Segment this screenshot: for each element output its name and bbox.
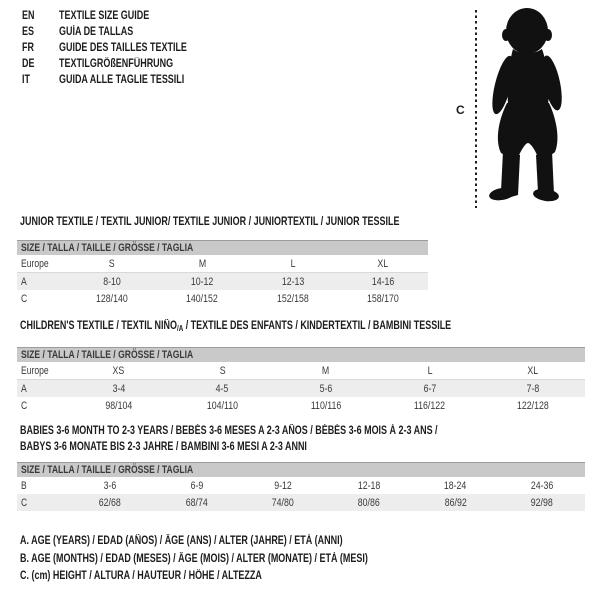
cell-value: 10-12: [191, 275, 214, 288]
cell-value: 3-6: [103, 479, 117, 492]
table-size-header: SIZE / TALLA / TAILLE / GRÖSSE / TAGLIA: [17, 240, 428, 255]
cell-value: 104/110: [206, 399, 238, 412]
cell-value: 122/128: [517, 399, 550, 412]
row-label: C: [21, 292, 28, 305]
cell-value: 14-16: [371, 275, 395, 288]
table-row: [17, 290, 428, 307]
cell-value: XL: [377, 257, 389, 270]
language-row-es: [22, 24, 223, 40]
cell-value: 12-13: [281, 275, 304, 288]
row-label: A: [21, 382, 27, 395]
junior-size-table: [17, 240, 428, 307]
baby-silhouette-icon: [481, 5, 569, 205]
height-measure-line: [475, 10, 477, 208]
table-row: [17, 273, 428, 290]
table-row: [17, 397, 585, 414]
cell-value: 74/80: [271, 496, 294, 509]
cell-value: 24-36: [530, 479, 554, 492]
cell-value: 9-12: [274, 479, 292, 492]
cell-value: 8-10: [103, 275, 121, 288]
cell-value: 128/140: [96, 292, 129, 305]
cell-value: S: [109, 257, 116, 270]
cell-value: M: [322, 364, 330, 377]
cell-value: 152/158: [276, 292, 309, 305]
legend-line-a: A. AGE (YEARS) / EDAD (AÑOS) / ÂGE (ANS) / ALTER (JAHRE) / ETÀ (ANNI): [20, 535, 343, 547]
cell-value: L: [290, 257, 296, 270]
cell-value: 5-6: [319, 382, 333, 395]
language-label: TEXTILGRÖßENFÜHRUNG: [59, 58, 174, 70]
babies-size-table: [17, 462, 585, 511]
cell-value: 158/170: [366, 292, 399, 305]
babies-section-title: BABIES 3-6 MONTH TO 2-3 YEARS / BEBÉS 3-6 MESES A 2-3 AÑOS / BÉBÉS 3-6 MOIS À 2-3 ANS / BABYS 3-6 MONATE BIS 2-3 JAHRE / BAMBINI 3-6 MESI A 2-3 ANNI: [20, 425, 438, 453]
language-row-it: [22, 72, 223, 88]
cell-value: 140/152: [186, 292, 219, 305]
cell-value: 98/104: [105, 399, 133, 412]
junior-section-title: JUNIOR TEXTILE / TEXTIL JUNIOR/ TEXTILE JUNIOR / JUNIORTEXTIL / JUNIOR TESSILE: [20, 216, 400, 228]
language-code: DE: [22, 58, 35, 70]
table-row: [17, 380, 585, 397]
measure-legend: [20, 533, 466, 586]
language-row-de: [22, 56, 223, 72]
language-label: GUÍA DE TALLAS: [59, 26, 134, 38]
row-label: Europe: [21, 257, 49, 270]
cell-value: 18-24: [444, 479, 467, 492]
table-size-header: SIZE / TALLA / TAILLE / GRÖSSE / TAGLIA: [17, 347, 585, 362]
language-label: GUIDA ALLE TAGLIE TESSILI: [59, 74, 185, 86]
table-row: [17, 362, 585, 380]
row-label: C: [21, 496, 28, 509]
table-size-header: SIZE / TALLA / TAILLE / GRÖSSE / TAGLIA: [17, 462, 585, 477]
cell-value: 4-5: [216, 382, 229, 395]
cell-value: XL: [527, 364, 539, 377]
legend-line-c: C. (cm) HEIGHT / ALTURA / HAUTEUR / HÖHE / ALTEZZA: [20, 570, 262, 582]
row-label: B: [21, 479, 27, 492]
cell-value: 12-18: [357, 479, 381, 492]
language-row-en: [22, 8, 223, 24]
table-row: [17, 255, 428, 273]
measure-c-label: C: [456, 103, 465, 117]
cell-value: 116/122: [413, 399, 446, 412]
language-label: GUIDE DES TAILLES TEXTILE: [59, 42, 187, 54]
table-row: [17, 477, 585, 494]
title-subscript: /A: [176, 324, 184, 333]
children-section-title: CHILDREN'S TEXTILE / TEXTIL $NIÑO_{/A}$ / TEXTILE DES ENFANTS / KINDERTEXTIL / BAMBINI TESSILE: [20, 320, 452, 333]
language-code: ES: [22, 26, 34, 38]
cell-value: 68/74: [185, 496, 208, 509]
cell-value: M: [198, 257, 207, 270]
language-label: TEXTILE SIZE GUIDE: [59, 10, 150, 22]
cell-value: 110/116: [310, 399, 342, 412]
language-code: EN: [22, 10, 35, 22]
language-code: IT: [22, 74, 30, 86]
cell-value: L: [427, 364, 433, 377]
cell-value: 3-4: [112, 382, 126, 395]
cell-value: 62/68: [99, 496, 122, 509]
cell-value: 6-7: [423, 382, 436, 395]
children-size-table: [17, 347, 585, 414]
cell-value: 80/86: [358, 496, 381, 509]
cell-value: 7-8: [526, 382, 540, 395]
cell-value: S: [219, 364, 226, 377]
table-row: [17, 494, 585, 511]
cell-value: 86/92: [444, 496, 467, 509]
cell-value: 92/98: [530, 496, 553, 509]
row-label: A: [21, 275, 27, 288]
row-label: Europe: [21, 364, 49, 377]
language-list: [22, 8, 223, 88]
cell-value: XS: [112, 364, 125, 377]
language-code: FR: [22, 42, 34, 54]
cell-value: 6-9: [190, 479, 203, 492]
row-label: C: [21, 399, 28, 412]
language-row-fr: [22, 40, 223, 56]
legend-line-b: B. AGE (MONTHS) / EDAD (MESES) / ÂGE (MOIS) / ALTER (MONATE) / ETÀ (MESI): [20, 552, 368, 565]
